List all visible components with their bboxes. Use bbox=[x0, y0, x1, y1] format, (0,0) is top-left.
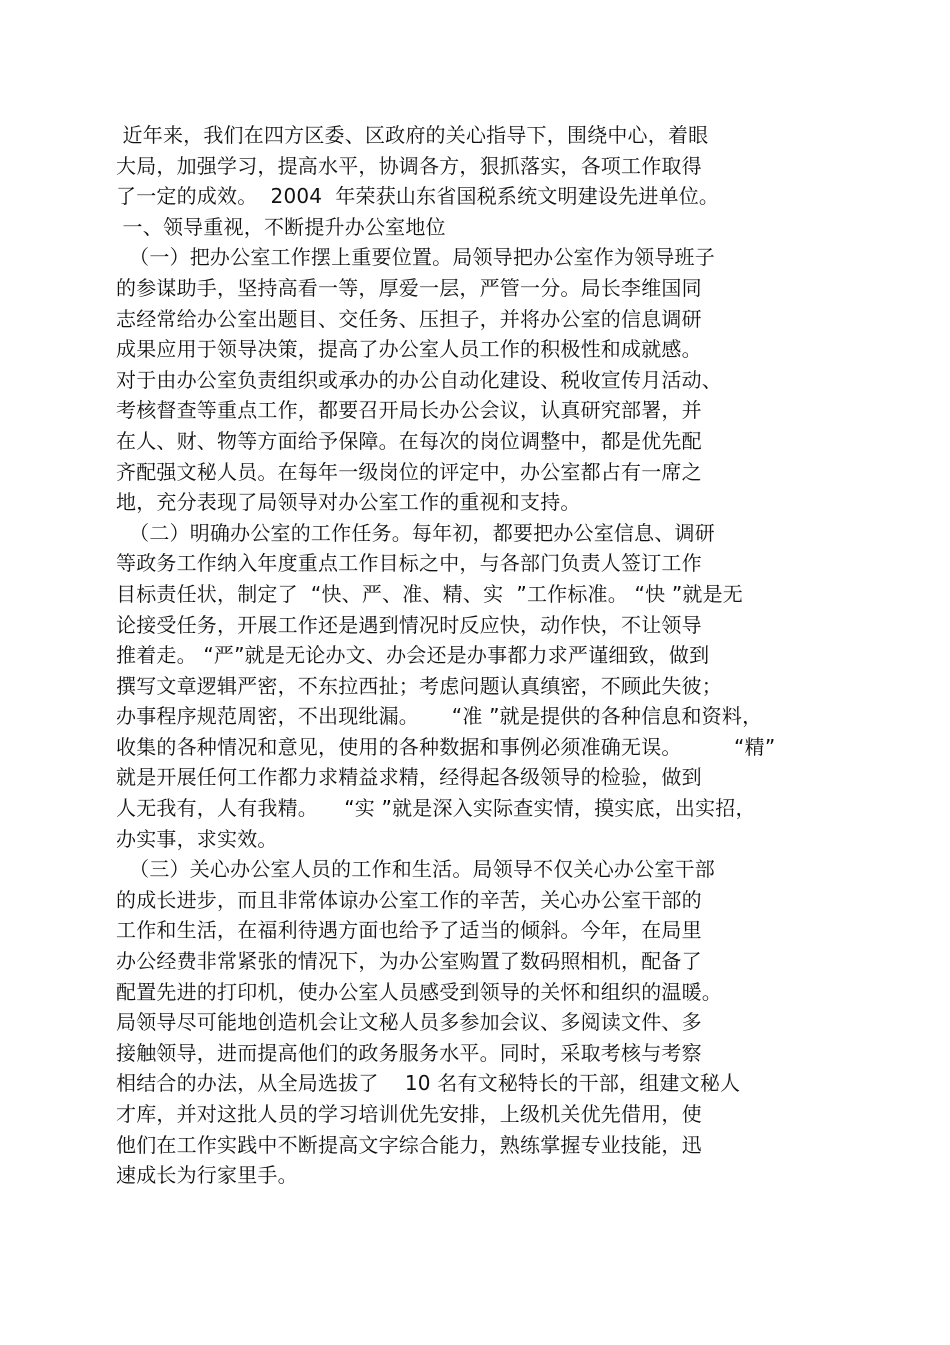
text-line: 办事程序规范周密，不出现纰漏。 “准 ”就是提供的各种信息和资料， bbox=[116, 704, 763, 729]
text-line: 在人、财、物等方面给予保障。在每次的岗位调整中，都是优先配 bbox=[116, 428, 702, 453]
section-heading: 一、领导重视，不断提升办公室地位 bbox=[116, 214, 446, 239]
text-line: 配置先进的打印机，使办公室人员感受到领导的关怀和组织的温暖。 bbox=[116, 979, 722, 1004]
text-line: 人无我有，人有我精。 “实 ”就是深入实际查实情，摸实底，出实招， bbox=[116, 796, 756, 821]
text-line: 的参谋助手，坚持高看一等，厚爱一层，严管一分。局长李维国同 bbox=[116, 275, 702, 300]
text-line: 速成长为行家里手。 bbox=[116, 1163, 298, 1188]
text-line: 近年来，我们在四方区委、区政府的关心指导下，围绕中心，着眼 bbox=[116, 123, 709, 147]
text-line: 才库，并对这批人员的学习培训优先安排，上级机关优先借用，使 bbox=[116, 1102, 702, 1126]
text-line: 工作和生活，在福利待遇方面也给予了适当的倾斜。今年，在局里 bbox=[116, 918, 702, 943]
text-line: 接触领导，进而提高他们的政务服务水平。同时，采取考核与考察 bbox=[116, 1040, 702, 1065]
text-line: 推着走。 “严”就是无论办文、办会还是办事都力求严谨细致，做到 bbox=[116, 643, 710, 668]
text-line: 成果应用于领导决策，提高了办公室人员工作的积极性和成就感。 bbox=[116, 337, 702, 362]
text-line: 相结合的办法，从全局选拔了 10 名有文秘特长的干部，组建文秘人 bbox=[116, 1071, 741, 1096]
text-line: 的成长进步，而且非常体谅办公室工作的辛苦，关心办公室干部的 bbox=[116, 887, 702, 912]
text-line: 等政务工作纳入年度重点工作目标之中，与各部门负责人签订工作 bbox=[116, 551, 702, 576]
text-line: （三）关心办公室人员的工作和生活。局领导不仅关心办公室干部 bbox=[116, 857, 715, 882]
text-line: 撰写文章逻辑严密，不东拉西扯；考虑问题认真缜密，不顾此失彼； bbox=[116, 673, 722, 698]
text-line: 志经常给办公室出题目、交任务、压担子，并将办公室的信息调研 bbox=[116, 306, 702, 331]
text-line: 办公经费非常紧张的情况下，为办公室购置了数码照相机，配备了 bbox=[116, 949, 702, 974]
text-line: 考核督查等重点工作，都要召开局长办公会议，认真研究部署，并 bbox=[116, 398, 702, 423]
text-line: 收集的各种情况和意见，使用的各种数据和事例必须准确无误。 “精” bbox=[116, 734, 776, 759]
text-line: 齐配强文秘人员。在每年一级岗位的评定中，办公室都占有一席之 bbox=[116, 459, 702, 484]
text-line: 局领导尽可能地创造机会让文秘人员多参加会议、多阅读文件、多 bbox=[116, 1010, 702, 1035]
text-line: 论接受任务，开展工作还是遇到情况时反应快，动作快，不让领导 bbox=[116, 612, 702, 637]
text-line: 他们在工作实践中不断提高文字综合能力，熟练掌握专业技能，迅 bbox=[116, 1132, 702, 1157]
text-line: 大局，加强学习，提高水平，协调各方，狠抓落实，各项工作取得 bbox=[116, 153, 702, 178]
text-line: 目标责任状，制定了 “快、严、准、精、实 ”工作标准。 “快 ”就是无 bbox=[116, 581, 743, 606]
text-line: 地，充分表现了局领导对办公室工作的重视和支持。 bbox=[116, 490, 581, 515]
text-line: 办实事，求实效。 bbox=[116, 826, 278, 851]
text-line: 对于由办公室负责组织或承办的办公自动化建设、税收宣传月活动、 bbox=[116, 367, 722, 392]
text-line: （二）明确办公室的工作任务。每年初，都要把办公室信息、调研 bbox=[116, 520, 715, 545]
text-line: 就是开展任何工作都力求精益求精，经得起各级领导的检验，做到 bbox=[116, 765, 702, 790]
text-line: （一）把办公室工作摆上重要位置。局领导把办公室作为领导班子 bbox=[116, 245, 715, 270]
text-line: 了一定的成效。 2004 年荣获山东省国税系统文明建设先进单位。 bbox=[116, 184, 720, 209]
document-body bbox=[116, 120, 816, 1191]
